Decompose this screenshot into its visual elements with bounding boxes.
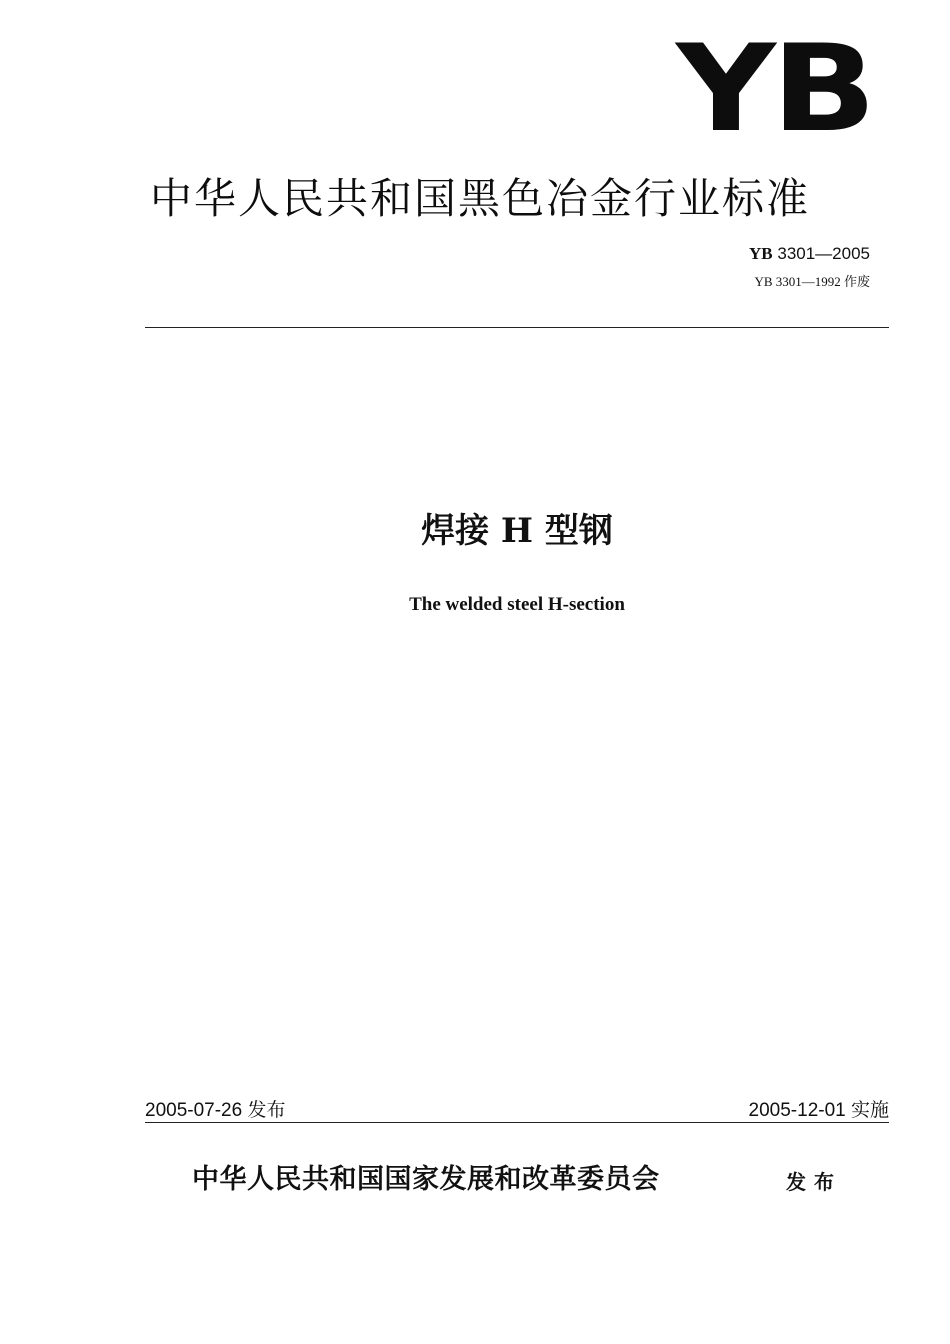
effective-date: 2005-12-01 实施 (748, 1100, 889, 1121)
standard-code-number: 3301—2005 (777, 244, 870, 263)
standard-code (749, 242, 870, 266)
publish-label: 发布 (786, 1170, 842, 1194)
top-divider (145, 327, 889, 328)
issue-date: 2005-07-26 发布 (145, 1100, 286, 1121)
industry-standard-title: 中华人民共和国黑色冶金行业标准 (150, 174, 811, 223)
replaced-standard-note: YB 3301—1992 作废 (754, 274, 870, 289)
yb-logo: YB (676, 20, 872, 159)
publisher-name: 中华人民共和国国家发展和改革委员会 (192, 1164, 660, 1195)
document-title-chinese: 焊接 H 型钢 (421, 511, 613, 551)
standard-code-prefix: YB (749, 244, 773, 263)
bottom-divider (145, 1122, 889, 1123)
document-title-english: The welded steel H-section (409, 594, 625, 615)
